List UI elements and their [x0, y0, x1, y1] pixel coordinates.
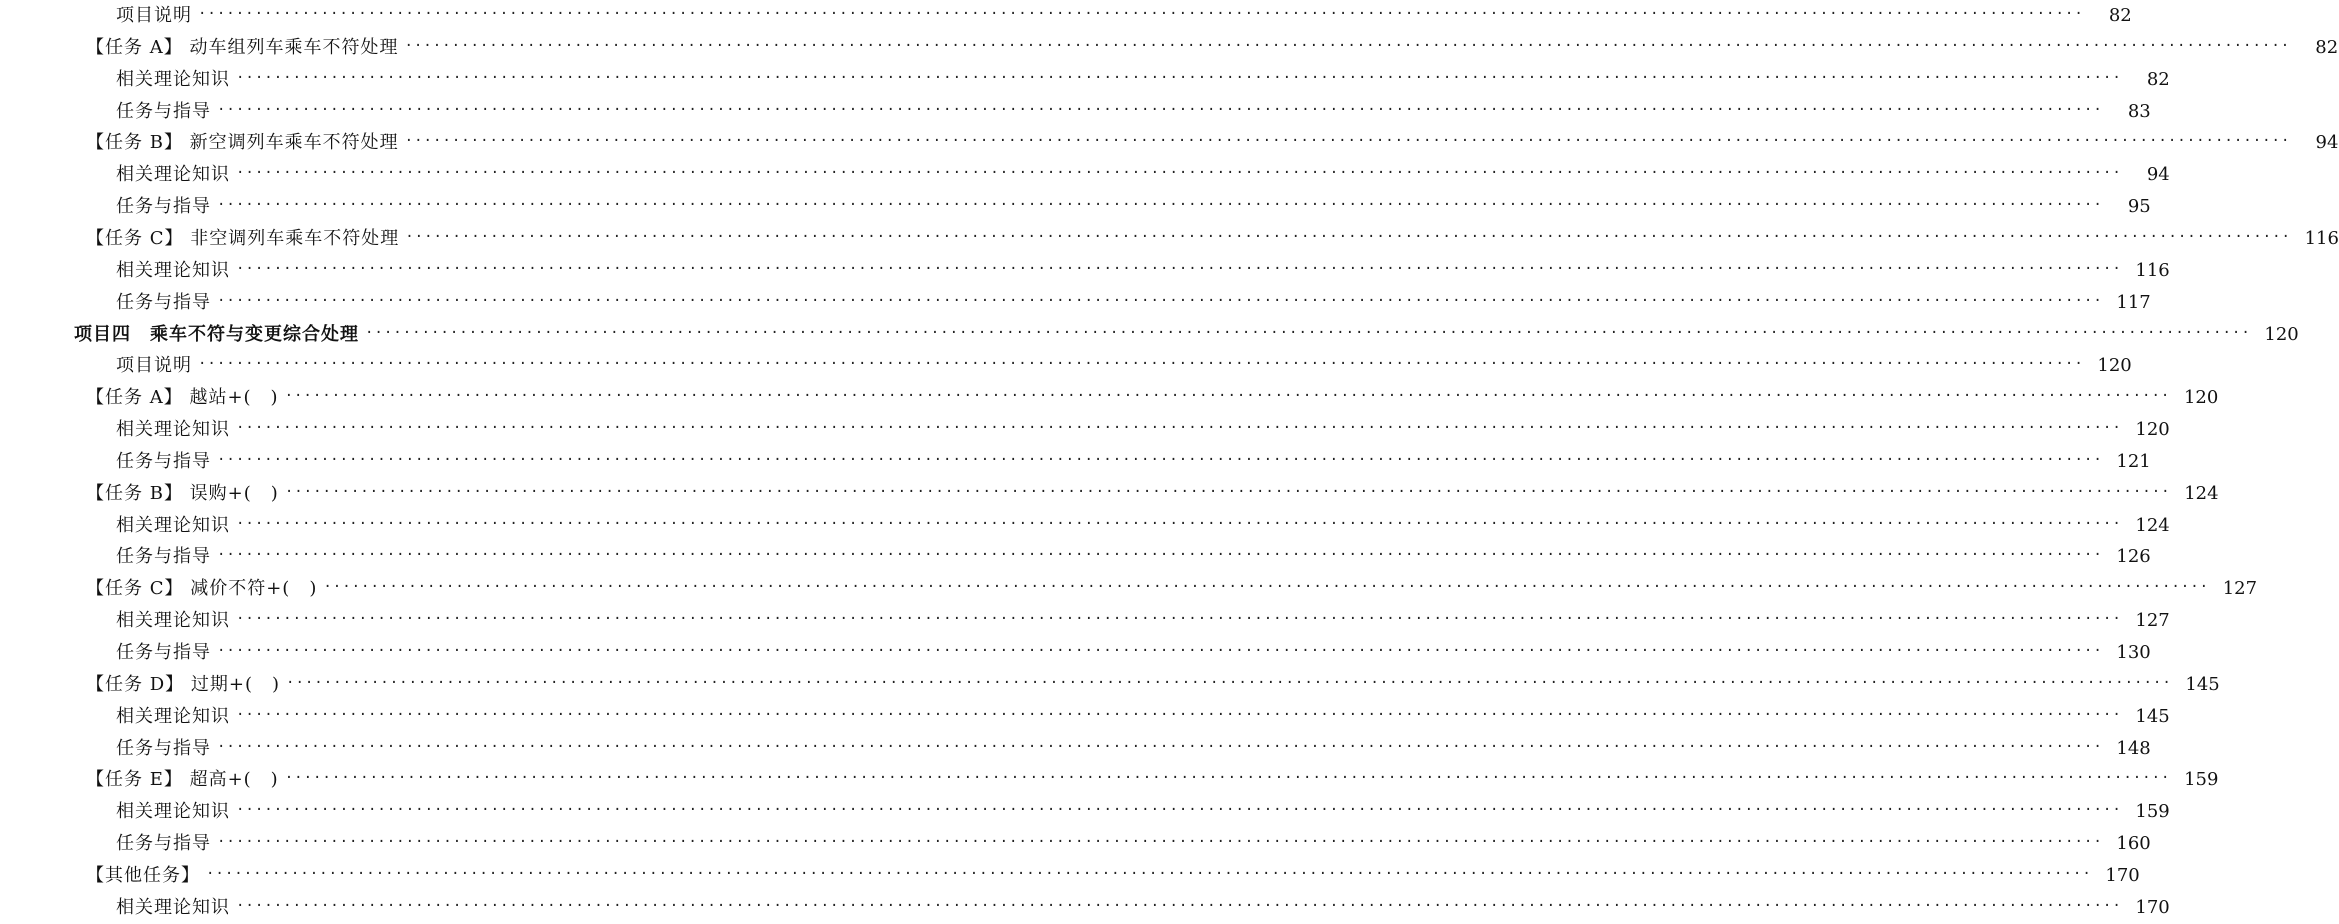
dot-leader: ········································································································································································································ — [236, 260, 2122, 277]
toc-entry-title: 项目说明 — [116, 355, 192, 377]
toc-entry-title: 相关理论知识 — [116, 164, 230, 186]
toc-entry[interactable] — [0, 255, 2170, 287]
toc-entry[interactable] — [0, 605, 2170, 637]
dot-leader: ········································································································································································································ — [236, 611, 2122, 628]
dot-leader: ········································································································································································································ — [323, 579, 2210, 596]
toc-entry-page: 127 — [2222, 578, 2258, 600]
toc-entry-page: 95 — [2127, 196, 2151, 218]
dot-leader: ········································································································································································································ — [236, 165, 2122, 182]
toc-entry-page: 124 — [2135, 514, 2170, 536]
dot-leader: ········································································································································································································ — [404, 37, 2291, 54]
toc-entry-title: 相关理论知识 — [116, 801, 230, 823]
toc-entry-page: 148 — [2116, 737, 2151, 759]
toc-entry[interactable] — [0, 350, 2132, 382]
toc-entry[interactable] — [0, 733, 2151, 765]
toc-entry-page: 82 — [2108, 5, 2132, 26]
toc-entry[interactable] — [0, 382, 2219, 414]
toc-entry-title: 任务与指导 — [116, 450, 211, 472]
dot-leader: ········································································································································································································ — [236, 706, 2122, 723]
toc-entry[interactable] — [0, 701, 2170, 733]
toc-entry-title: 【任务 B】 新空调列车乘车不符处理 — [86, 132, 399, 154]
dot-leader: ········································································································································································································ — [217, 101, 2103, 118]
toc-entry[interactable] — [0, 414, 2170, 446]
toc-entry-title: 【任务 E】 超高+( ) — [86, 769, 279, 791]
toc-entry-title: 相关理论知识 — [116, 896, 230, 918]
toc-entry-page: 116 — [2304, 227, 2339, 249]
toc-entry-title: 任务与指导 — [116, 833, 211, 855]
toc-entry-page: 94 — [2146, 164, 2170, 186]
toc-entry-title: 任务与指导 — [116, 291, 211, 313]
dot-leader: ········································································································································································································ — [217, 197, 2103, 214]
toc-entry[interactable] — [0, 892, 2170, 924]
toc-entry[interactable] — [0, 319, 2299, 351]
dot-leader: ········································································································································································································ — [217, 451, 2103, 468]
toc-entry-title: 【任务 C】 减价不符+( ) — [86, 578, 318, 600]
toc-entry[interactable] — [0, 478, 2219, 510]
toc-entry-page: 145 — [2185, 673, 2220, 695]
toc-entry[interactable] — [0, 796, 2170, 828]
toc-entry-page: 127 — [2135, 610, 2170, 632]
toc-entry-title: 【任务 D】 过期+( ) — [86, 673, 281, 695]
toc-entry-title: 相关理论知识 — [116, 419, 230, 441]
toc-entry-page: 170 — [2135, 896, 2170, 918]
toc-entry-page: 170 — [2105, 864, 2140, 886]
dot-leader: ········································································································································································································ — [217, 547, 2103, 564]
toc-entry-title: 项目四 乘车不符与变更综合处理 — [74, 323, 359, 345]
toc-entry[interactable] — [0, 159, 2170, 191]
dot-leader: ········································································································································································································ — [236, 802, 2122, 819]
toc-entry-page: 121 — [2116, 450, 2151, 472]
toc-entry-title: 【其他任务】 — [86, 864, 200, 886]
toc-entry[interactable] — [0, 764, 2219, 796]
toc-entry[interactable] — [0, 541, 2151, 573]
toc-entry[interactable] — [0, 0, 2132, 32]
dot-leader: ········································································································································································································ — [405, 228, 2291, 245]
toc-entry[interactable] — [0, 573, 2258, 605]
toc-entry-title: 【任务 A】 越站+( ) — [86, 387, 279, 409]
toc-entry-title: 项目说明 — [116, 5, 192, 26]
toc-entry[interactable] — [0, 127, 2339, 159]
toc-entry-page: 120 — [2183, 387, 2219, 409]
toc-entry-page: 126 — [2116, 546, 2151, 568]
toc-entry[interactable] — [0, 96, 2151, 128]
dot-leader: ········································································································································································································ — [284, 483, 2171, 500]
dot-leader: ········································································································································································································ — [286, 674, 2172, 691]
toc-entry-page: 82 — [2146, 68, 2170, 90]
toc-entry[interactable] — [0, 637, 2151, 669]
toc-entry-page: 160 — [2116, 833, 2151, 855]
toc-entry[interactable] — [0, 828, 2151, 860]
toc-entry[interactable] — [0, 446, 2151, 478]
toc-entry-title: 【任务 C】 非空调列车乘车不符处理 — [86, 227, 400, 249]
toc-entry[interactable] — [0, 64, 2170, 96]
toc-entry-title: 相关理论知识 — [116, 68, 230, 90]
toc-entry-page: 159 — [2184, 769, 2219, 791]
toc-entry-title: 【任务 B】 误购+( ) — [86, 482, 279, 504]
toc-entry[interactable] — [0, 287, 2151, 319]
toc-entry-page: 120 — [2264, 323, 2299, 345]
dot-leader: ········································································································································································································ — [236, 420, 2122, 437]
toc-entry-page: 83 — [2127, 100, 2151, 122]
dot-leader: ········································································································································································································ — [236, 69, 2122, 86]
toc-entry-page: 159 — [2135, 801, 2170, 823]
dot-leader: ········································································································································································································ — [365, 324, 2251, 341]
toc-entry-page: 116 — [2135, 259, 2170, 281]
toc-entry[interactable] — [0, 223, 2339, 255]
dot-leader: ········································································································································································································ — [236, 897, 2122, 914]
toc-entry-page: 145 — [2135, 705, 2170, 727]
toc-entry-page: 117 — [2116, 291, 2151, 313]
dot-leader: ········································································································································································································ — [236, 515, 2122, 532]
toc-entry-page: 124 — [2184, 482, 2219, 504]
dot-leader: ········································································································································································································ — [217, 643, 2103, 659]
toc-entry-title: 任务与指导 — [116, 196, 211, 218]
dot-leader: ········································································································································································································ — [284, 770, 2171, 787]
toc-entry[interactable] — [0, 32, 2339, 64]
toc-entry[interactable] — [0, 191, 2151, 223]
toc-entry-title: 相关理论知识 — [116, 514, 230, 536]
toc-entry[interactable] — [0, 860, 2140, 892]
toc-entry-title: 相关理论知识 — [116, 259, 230, 281]
toc-entry-page: 120 — [2097, 355, 2132, 377]
toc-entry-title: 任务与指导 — [116, 642, 211, 663]
toc-entry-title: 相关理论知识 — [116, 705, 230, 727]
toc-entry-page: 82 — [2315, 36, 2339, 58]
dot-leader: ········································································································································································································ — [284, 388, 2171, 405]
toc-entry-title: 任务与指导 — [116, 546, 211, 568]
toc-entry-title: 任务与指导 — [116, 737, 211, 759]
toc-entry[interactable] — [0, 669, 2220, 701]
toc-entry-page: 120 — [2135, 419, 2170, 441]
dot-leader: ········································································································································································································ — [217, 292, 2103, 309]
dot-leader: ········································································································································································································ — [198, 6, 2084, 22]
toc-entry-page: 94 — [2315, 132, 2339, 154]
toc-entry-title: 相关理论知识 — [116, 610, 230, 632]
dot-leader: ········································································································································································································ — [217, 834, 2103, 851]
toc-entry-title: 任务与指导 — [116, 100, 211, 122]
dot-leader: ········································································································································································································ — [404, 133, 2291, 150]
toc-entry[interactable] — [0, 510, 2170, 542]
dot-leader: ········································································································································································································ — [198, 356, 2084, 373]
toc-entry-title: 【任务 A】 动车组列车乘车不符处理 — [86, 36, 399, 58]
toc-entry-page: 130 — [2116, 642, 2151, 663]
dot-leader: ········································································································································································································ — [206, 865, 2092, 882]
dot-leader: ········································································································································································································ — [217, 738, 2103, 755]
